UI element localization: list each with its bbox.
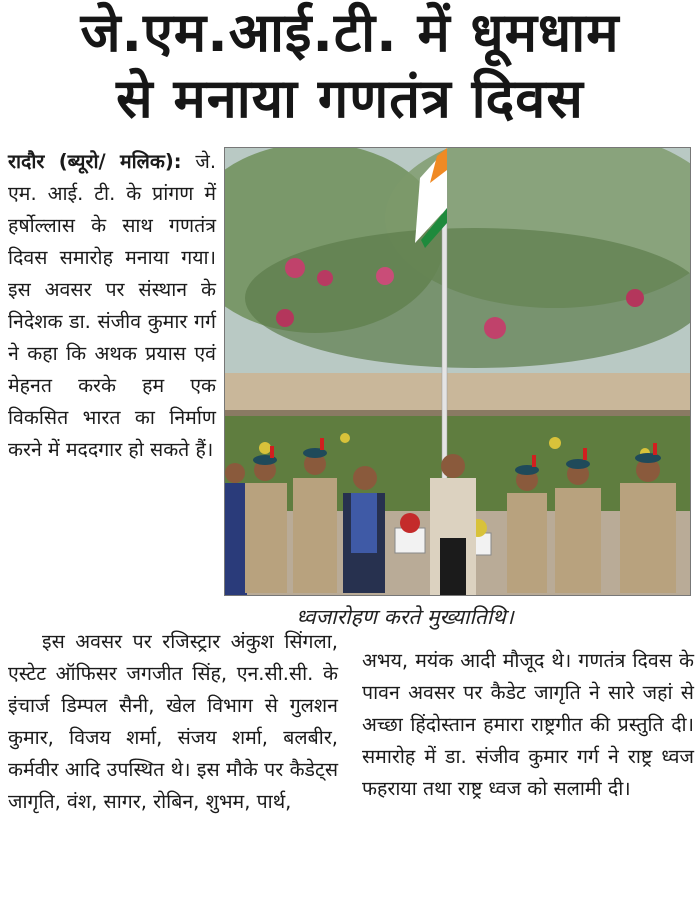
headline [0, 0, 700, 140]
dateline: रादौर (ब्यूरो/ मलिक): [8, 150, 182, 173]
flag-hoisting-photo [225, 148, 690, 595]
wall-band [225, 373, 690, 413]
headline-line-2: से मनाया गणतंत्र दिवस [116, 67, 584, 130]
article-paragraph-1 [8, 146, 216, 466]
article-column-1 [8, 146, 216, 466]
article-paragraph-3: अभय, मयंक आदी मौजूद थे। गणतंत्र दिवस के पावन अवसर पर कैडेट जागृति ने सारे जहां से अच्छा हिंदोस्तान हमारा राष्ट्रगीत की प्रस्तुति दी। समारोह में डा. संजीव कुमार गर्ग ने राष्ट्र ध्वज फहराया तथा राष्ट्र ध्वज को सलामी दी। [362, 649, 694, 800]
article-paragraph-2: इस अवसर पर रजिस्ट्रार अंकुश सिंगला, एस्टेट ऑफिसर जगजीत सिंह, एन.सी.सी. के इंचार्ज डिम्पल सैनी, खेल विभाग से गुलशन कुमार, विजय शर्मा, संजय शर्मा, बलबीर, कर्मवीर आदि उपस्थित थे। इस मौके पर कैडेट्स जागृति, वंश, सागर, रोबिन, शुभम, पार्थ, [8, 630, 338, 813]
article-column-2 [8, 626, 338, 818]
article-column-3 [362, 645, 694, 805]
headline-line-1: जे.एम.आई.टी. में धूमधाम [80, 1, 620, 64]
article-text-1: जे. एम. आई. टी. के प्रांगण में हर्षोल्लास के साथ गणतंत्र दिवस समारोह मनाया गया। इस अवसर पर संस्थान के निदेशक डा. संजीव कुमार गर्ग ने कहा कि अथक प्रयास एवं मेहनत करके हम एक विकसित भारत का निर्माण करने में मददगार हो सकते हैं। [8, 150, 217, 461]
photo-caption: ध्वजारोहण करते मुख्यातिथि। [296, 605, 514, 629]
news-photo [224, 147, 691, 596]
